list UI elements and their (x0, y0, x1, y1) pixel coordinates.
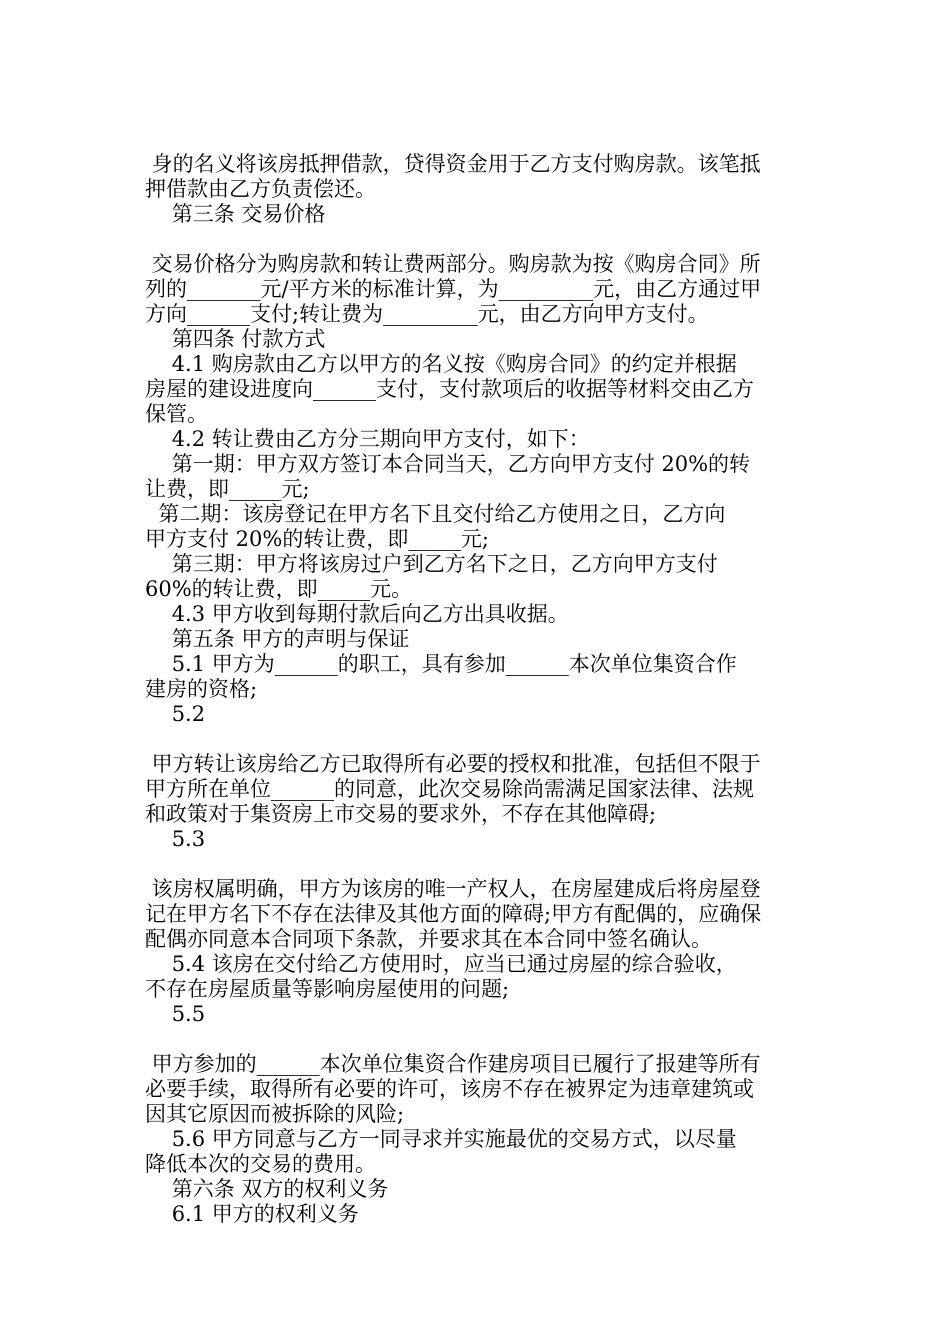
text-line: 押借款由乙方负责偿还。 (145, 177, 376, 201)
text-line: 60%的转让费，即_____元。 (145, 577, 413, 601)
article-heading: 第三条 交易价格 (145, 202, 326, 226)
article-heading: 第六条 双方的权利义务 (145, 1177, 389, 1201)
text-line: 4.1 购房款由乙方以甲方的名义按《购房合同》的约定并根据 (145, 352, 737, 376)
text-line: 配偶亦同意本合同项下条款，并要求其在本合同中签名确认。 (145, 927, 712, 951)
text-line: 记在甲方名下不存在法律及其他方面的障碍;甲方有配偶的，应确保 (145, 902, 762, 926)
text-line: 5.6 甲方同意与乙方一同寻求并实施最优的交易方式，以尽量 (145, 1127, 737, 1151)
text-line: 不存在房屋质量等影响房屋使用的问题; (145, 977, 510, 1001)
text-line: 该房权属明确，甲方为该房的唯一产权人，在房屋建成后将房屋登 (145, 877, 761, 901)
text-line: 交易价格分为购房款和转让费两部分。购房款为按《购房合同》所 (145, 252, 761, 276)
text-line: 列的_______元/平方米的标准计算，为_________元，由乙方通过甲 (145, 277, 762, 301)
article-heading: 第四条 付款方式 (145, 327, 326, 351)
text-line: 方向______支付;转让费为_________元，由乙方向甲方支付。 (145, 302, 709, 326)
text-line: 第三期：甲方将该房过户到乙方名下之日，乙方向甲方支付 (145, 552, 718, 576)
article-heading: 第五条 甲方的声明与保证 (145, 627, 410, 651)
text-line: 第一期：甲方双方签订本合同当天，乙方向甲方支付 20%的转 (145, 452, 751, 476)
text-line: 4.3 甲方收到每期付款后向乙方出具收据。 (145, 602, 569, 626)
text-line: 5.1 甲方为______的职工，具有参加______本次单位集资合作 (145, 652, 737, 676)
text-line: 建房的资格; (145, 677, 258, 701)
text-line: 房屋的建设进度向______支付，支付款项后的收据等材料交由乙方 (145, 377, 754, 401)
text-line: 甲方转让该房给乙方已取得所有必要的授权和批准，包括但不限于 (145, 752, 761, 776)
text-line: 6.1 甲方的权利义务 (145, 1202, 359, 1226)
text-line: 甲方参加的______本次单位集资合作建房项目已履行了报建等所有 (145, 1052, 761, 1076)
clause-number: 5.5 (145, 1002, 206, 1026)
text-line: 必要手续，取得所有必要的许可，该房不存在被界定为违章建筑或 (145, 1077, 754, 1101)
text-line: 因其它原因而被拆除的风险; (145, 1102, 405, 1126)
clause-number: 5.3 (145, 827, 206, 851)
text-line: 让费，即_____元; (145, 477, 310, 501)
text-line: 4.2 转让费由乙方分三期向甲方支付，如下： (145, 427, 590, 451)
text-line: 身的名义将该房抵押借款，贷得资金用于乙方支付购房款。该笔抵 (145, 152, 761, 176)
text-line: 和政策对于集资房上市交易的要求外，不存在其他障碍; (145, 802, 657, 826)
text-line: 5.4 该房在交付给乙方使用时，应当已通过房屋的综合验收， (145, 952, 737, 976)
text-line: 甲方所在单位______的同意，此次交易除尚需满足国家法律、法规 (145, 777, 754, 801)
text-line: 甲方支付 20%的转让费，即_____元; (145, 527, 489, 551)
text-line: 保管。 (145, 402, 208, 426)
text-line: 第二期：该房登记在甲方名下且交付给乙方使用之日，乙方向 (145, 502, 726, 526)
text-line: 降低本次的交易的费用。 (145, 1152, 376, 1176)
clause-number: 5.2 (145, 702, 206, 726)
